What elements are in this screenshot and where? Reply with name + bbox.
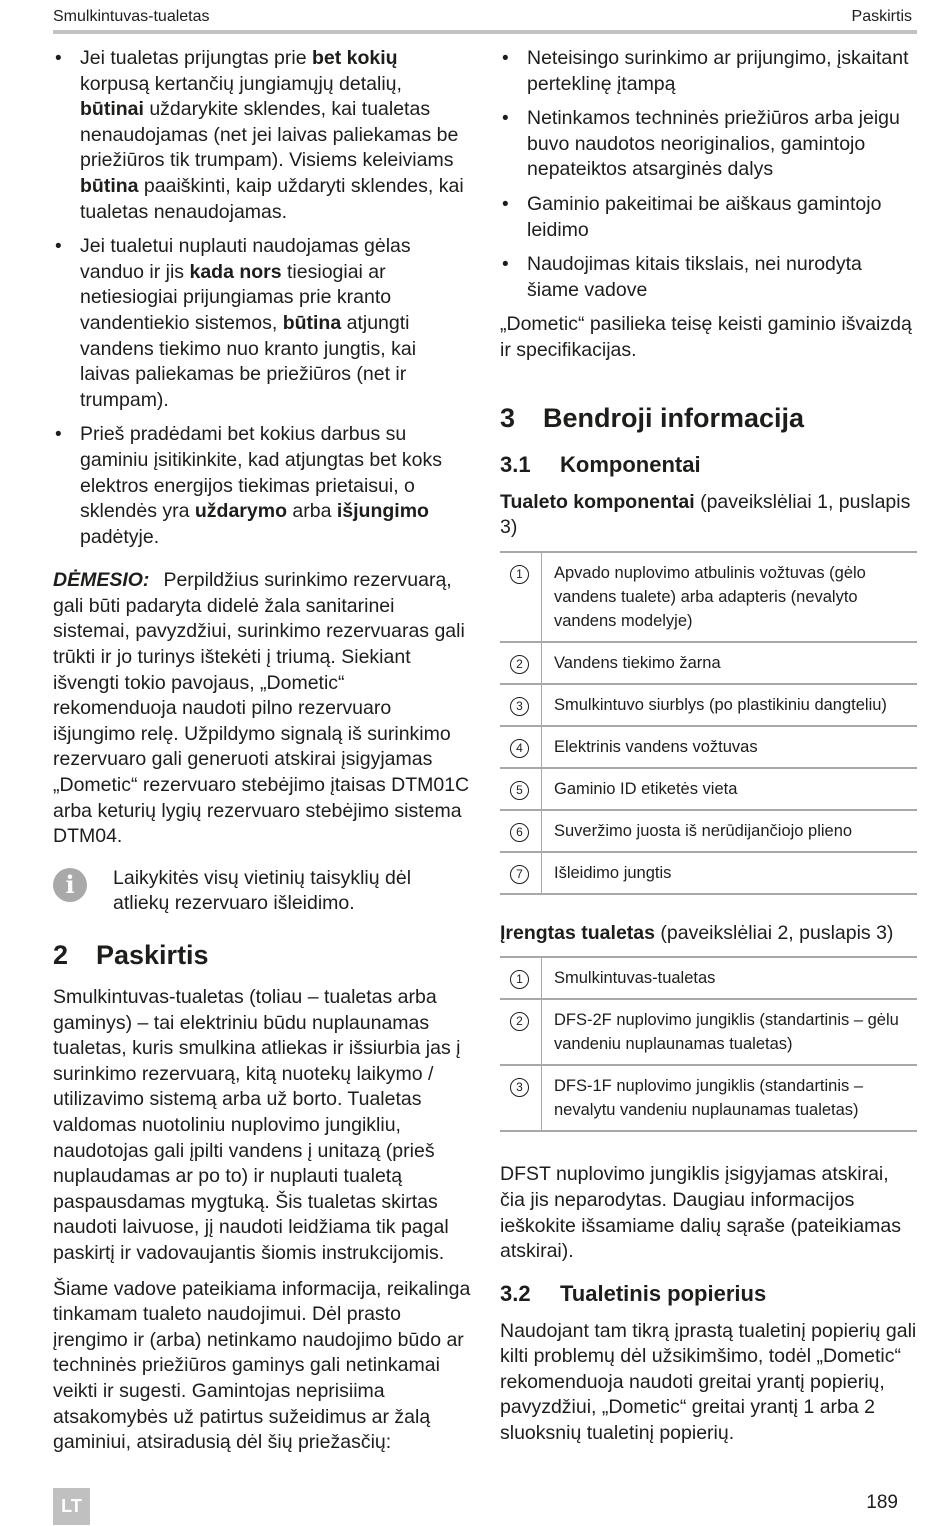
liability-bullet-list (500, 46, 917, 303)
item-description: Gaminio ID etiketės vieta (554, 779, 738, 798)
right-column (500, 46, 917, 1457)
components-caption (500, 490, 917, 541)
item-description: Suveržimo juosta iš nerūdijančiojo plieno (554, 821, 853, 840)
bullet-text: korpusą kertančių jungiamųjų detalių, (80, 72, 402, 95)
section-3-2-heading (500, 1279, 917, 1309)
section-number: 2 (53, 940, 69, 970)
subsection-title: Komponentai (560, 451, 701, 477)
bullet-text: padėtyje. (80, 525, 160, 548)
section-title: Bendroji informacija (543, 402, 805, 433)
bullet-text: paaiškinti, kaip uždaryti sklendes, kai tualetas nenaudojamas. (80, 174, 464, 223)
table-row (500, 999, 917, 1065)
safety-bullet-list (53, 46, 471, 550)
bullet-text: Prieš pradėdami bet kokius darbus su gaminiu įsitikinkite, kad atjungtas bet koks elektros energijos tiekimas prietaisui, o sklendės yra (80, 423, 443, 523)
section-number: 3 (500, 402, 516, 433)
bullet-item (53, 46, 471, 225)
bullet-emphasis: būtinai (80, 98, 144, 121)
item-description: Apvado nuplovimo atbulinis vožtuvas (gėlo vandens tualete) arba adapteris (nevalyto vandens modelyje) (554, 563, 866, 630)
bullet-item: • Gaminio pakeitimai be aiškaus gamintojo leidimo (500, 192, 917, 243)
dfst-note: DFST nuplovimo jungiklis įsigyjamas atskirai, čia jis neparodytas. Daugiau informacijos ieškokite išsamiame dalių sąraše (pateikiamas atskirai). (500, 1163, 901, 1263)
section-2-heading (53, 939, 471, 971)
item-description: Elektrinis vandens vožtuvas (554, 737, 758, 756)
installed-table (500, 956, 917, 1132)
table-row (500, 957, 917, 999)
header-section-title: Paskirtis (851, 8, 912, 25)
purpose-paragraph-1: Smulkintuvas-tualetas (toliau – tualetas arba gaminys) – tai elektriniu būdu nuplaunamas tualetas, kuris smulkina atliekas ir išsiurbia jas į surinkimo rezervuarą, kitą nuotekų laikymo / utilizavimo sistemą arba už borto. Tualetas valdomas nuotoliniu nuplovimo jungikliu, naudotojas gali įpilti vandens į unitazą (prieš nuplaudamas ar po to) ir nuplauti tualetą paspausdamas mygtuką. Šis tualetas skirtas naudoti laivuose, jį naudoti leidžiama tik pagal paskirtį ir vadovaujantis šiomis instrukcijomis. (53, 986, 461, 1264)
info-icon: i (53, 868, 87, 902)
bullet-emphasis: uždarymo (194, 500, 287, 523)
page-number: 189 (866, 1492, 898, 1513)
item-description: Išleidimo jungtis (554, 863, 672, 882)
section-3-1-heading (500, 450, 917, 480)
item-number-circle: 2 (510, 1012, 529, 1031)
item-number-circle: 1 (510, 970, 529, 989)
item-number-circle: 4 (510, 739, 529, 758)
caption-rest: (paveikslėliai 2, puslapis 3) (654, 921, 894, 944)
bullet-item (53, 234, 471, 413)
caption-rest: (paveikslėliai 1, puslapis 3) (500, 490, 911, 539)
bullet-emphasis: kada nors (189, 260, 282, 283)
warning-paragraph (53, 568, 471, 850)
subsection-number: 3.2 (500, 1280, 531, 1306)
item-description: Smulkintuvas-tualetas (554, 969, 716, 988)
info-note (53, 866, 471, 917)
rights-note: „Dometic“ pasilieka teisę keisti gaminio išvaizdą ir specifikacijas. (500, 313, 912, 361)
bullet-item (53, 422, 471, 550)
bullet-emphasis: bet kokių (311, 47, 398, 69)
components-table (500, 551, 917, 895)
purpose-paragraph-2: Šiame vadove pateikiama informacija, reikalinga tinkamam tualeto naudojimui. Dėl prasto įrengimo ir (arba) netinkamo naudojimo būdo ar techninės priežiūros gaminys gali netinkamai veikti ir sugesti. Gamintojas neprisiima atsakomybės už patirtus sužeidimus ar žalą gaminiui, atsiradusią dėl šių priežasčių: (53, 1277, 471, 1454)
page-header (53, 6, 917, 34)
item-number-circle: 7 (510, 865, 529, 884)
item-description: Vandens tiekimo žarna (554, 653, 721, 672)
bullet-text: Jei tualetui nuplauti naudojamas gėlas vanduo ir jis (80, 235, 411, 283)
installed-caption (500, 921, 917, 947)
bullet-text: uždarykite sklendes, kai tualetas nenaudojamas (net jei laivas paliekamas be priežiūros tik trumpam). Visiems keleiviams (80, 98, 459, 172)
bullet-text: Jei tualetas prijungtas prie (80, 47, 312, 69)
table-row (500, 726, 917, 768)
toilet-paper-paragraph: Naudojant tam tikrą įprastą tualetinį popierių gali kilti problemų dėl užsikimšimo, todėl „Dometic“ rekomenduoja naudoti greitai yrantį popierių, pavyzdžiui, „Dometic“ greitai yrantį 1 arba 2 sluoksnių tualetinį popierių. (500, 1319, 917, 1445)
item-number-circle: 1 (510, 565, 529, 584)
item-description: DFS-1F nuplovimo jungiklis (standartinis – nevalytu vandeniu nuplaunamas tualetas) (554, 1077, 864, 1120)
bullet-emphasis: išjungimo (336, 500, 429, 523)
bullet-emphasis: būtina (282, 311, 342, 334)
section-title: Paskirtis (96, 940, 209, 970)
header-doc-title: Smulkintuvas-tualetas (53, 8, 210, 25)
bullet-text: arba (287, 500, 337, 523)
caption-bold: Įrengtas tualetas (500, 921, 655, 944)
subsection-title: Tualetinis popierius (560, 1280, 767, 1306)
item-description: Smulkintuvo siurblys (po plastikiniu dangteliu) (554, 695, 887, 714)
table-row (500, 852, 917, 894)
info-text: Laikykitės visų vietinių taisyklių dėl atliekų rezervuaro išleidimo. (113, 866, 412, 915)
table-row (500, 684, 917, 726)
bullet-item: • Naudojimas kitais tikslais, nei nurodyta šiame vadove (500, 252, 917, 303)
table-row (500, 1065, 917, 1131)
table-row (500, 810, 917, 852)
table-row (500, 768, 917, 810)
left-column (53, 46, 471, 1466)
item-number-circle: 2 (510, 655, 529, 674)
bullet-text: atjungti vandens tiekimo nuo kranto jungtis, kai laivas paliekamas be priežiūros (net ir trumpam). (80, 311, 417, 411)
warning-text: Perpildžius surinkimo rezervuarą, gali būti padaryta didelė žala sanitarinei sistemai, pavyzdžiui, surinkimo rezervuaras gali trūkti ir jo turinys ištekėti į triumą. Siekiant išvengti tokio pavojaus, „Dometic“ rekomenduoja naudoti pilno rezervuaro išjungimo relę. Užpildymo signalą iš surinkimo rezervuaro gali generuoti atskirai įsigyjamas „Dometic“ rezervuaro stebėjimo įtaisas DTM01C arba keturių lygių rezervuaro stebėjimo sistema DTM04. (53, 569, 470, 848)
table-row (500, 642, 917, 684)
caption-bold: Tualeto komponentai (500, 490, 695, 513)
language-badge: LT (53, 1488, 90, 1525)
section-3-heading (500, 402, 917, 434)
bullet-emphasis: būtina (80, 174, 139, 197)
table-row (500, 552, 917, 642)
subsection-number: 3.1 (500, 451, 531, 477)
bullet-item: • Netinkamos techninės priežiūros arba jeigu buvo naudotos neoriginalios, gamintojo nepateiktos atsarginės dalys (500, 106, 917, 183)
item-number-circle: 6 (510, 823, 529, 842)
bullet-text: tiesiogiai ar netiesiogiai prijungiamas prie kranto vandentiekio sistemos, (80, 260, 392, 334)
warning-label: DĖMESIO: (53, 569, 150, 592)
item-number-circle: 3 (510, 697, 529, 716)
item-number-circle: 5 (510, 781, 529, 800)
item-description: DFS-2F nuplovimo jungiklis (standartinis – gėlu vandeniu nuplaunamas tualetas) (554, 1011, 899, 1054)
bullet-item: • Neteisingo surinkimo ar prijungimo, įskaitant perteklinę įtampą (500, 46, 917, 97)
item-number-circle: 3 (510, 1078, 529, 1097)
